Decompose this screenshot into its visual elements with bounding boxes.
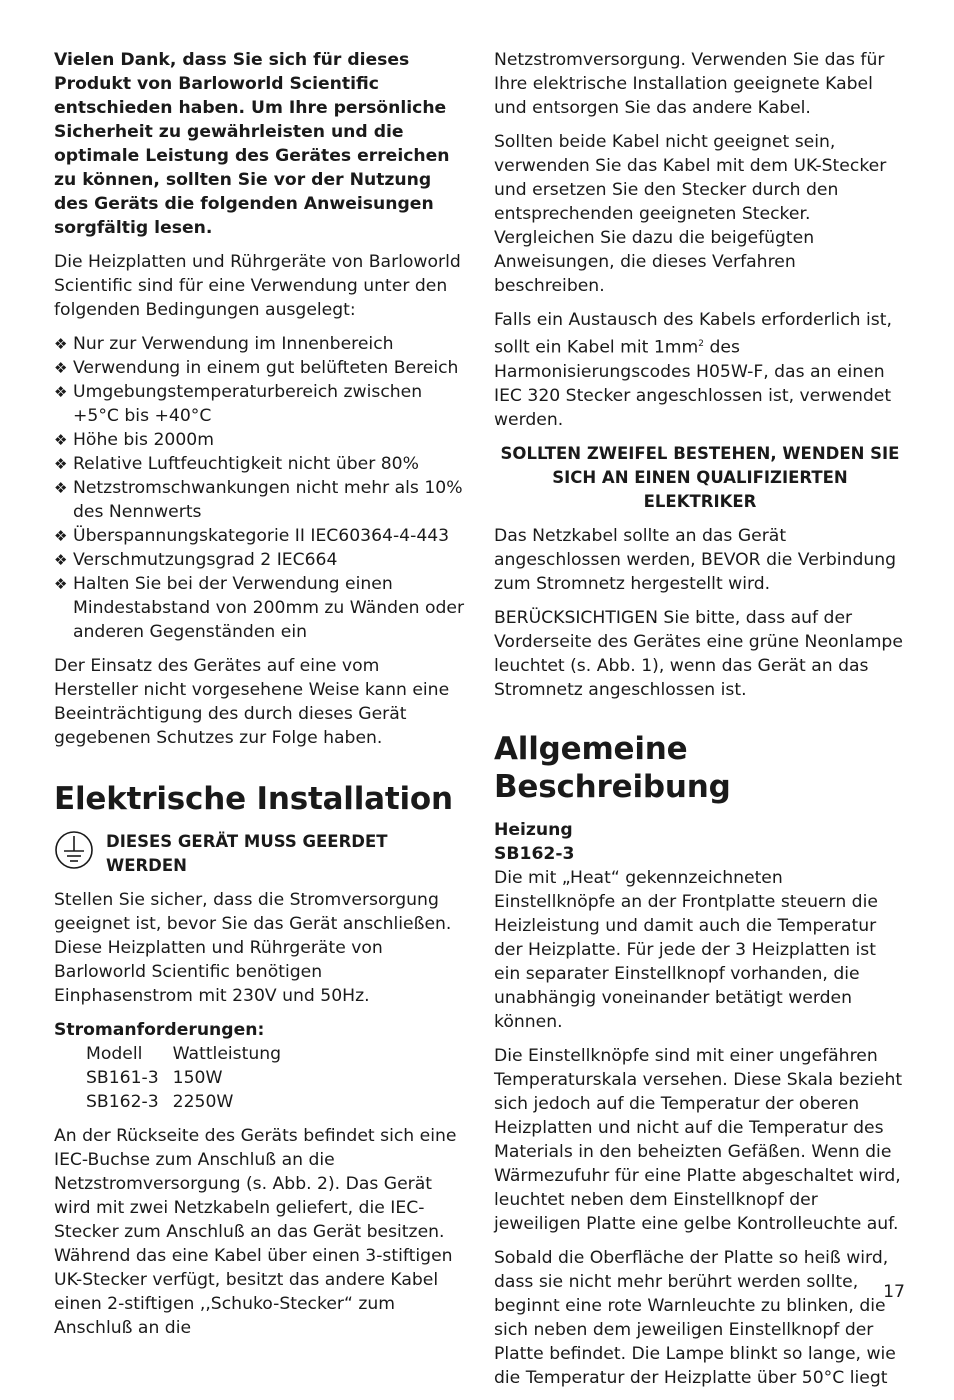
intro-paragraph: Vielen Dank, dass Sie sich für dieses Produkt von Barloworld Scientific entschieden haben. Um Ihre persönliche Sicherheit zu gewährleisten und die optimale Leistung des Gerätes erreichen zu können, sollten Sie vor der Nutzung des Geräts die folgenden Anweisungen sorgfältig lesen. [54, 50, 450, 238]
bullet-icon: ❖ [54, 551, 68, 569]
bullet-icon: ❖ [54, 383, 68, 401]
table-row [86, 1090, 295, 1114]
connect-paragraph: Das Netzkabel sollte an das Gerät angeschlossen werden, BEVOR die Verbindung zum Stromnetz hergestellt wird. [494, 525, 897, 594]
list-item: ❖ Nur zur Verwendung im Innenbereich [54, 334, 394, 354]
bullet-icon: ❖ [54, 479, 68, 497]
subheading-model: SB162-3 [494, 843, 575, 864]
list-item: ❖ Höhe bis 2000m [54, 430, 214, 450]
table-cell: 2250W [172, 1092, 234, 1112]
bullet-icon: ❖ [54, 575, 68, 593]
supply-paragraph: Stellen Sie sicher, dass die Stromversorgung geeignet ist, bevor Sie das Gerät anschließen. Diese Heizplatten und Rührgeräte von Barloworld Scientific benötigen Einphasenstrom mit 230V und 50Hz. [54, 890, 452, 1006]
heat-knobs-paragraph: Die mit „Heat“ gekennzeichneten Einstellknöpfe an der Frontplatte steuern die Heizleistung und damit auch die Temperatur der Heizplatte. Für jede der 3 Heizplatten ist ein separater Einstellknopf vorhanden, die unabhängig voneinander betätigt werden können. [494, 867, 878, 1032]
bullet-icon: ❖ [54, 527, 68, 545]
ground-warning-text: DIESES GERÄT MUSS GEERDET WERDEN [106, 832, 388, 875]
list-item: ❖ Umgebungstemperaturbereich zwischen +5°C bis +40°C [54, 382, 423, 426]
earth-ground-icon [54, 830, 94, 870]
list-item: ❖ Relative Luftfeuchtigkeit nicht über 80% [54, 454, 419, 474]
list-item: ❖ Überspannungskategorie II IEC60364-4-443 [54, 526, 450, 546]
temperature-scale-paragraph: Die Einstellknöpfe sind mit einer ungefähren Temperaturskala versehen. Diese Skala bezieht sich jedoch auf die Temperatur der oberen Heizplatten und nicht auf die Temperatur des Materials in den beheizten Gefäßen. Wenn die Wärmezufuhr für eine Platte abgeschaltet wird, leuchtet neben dem Einstellknopf der jeweiligen Platte eine gelbe Kontrolleuchte auf. [494, 1045, 903, 1234]
continuation-paragraph: Netzstromversorgung. Verwenden Sie das für Ihre elektrische Installation geeignete Kabel und entsorgen Sie das andere Kabel. [494, 50, 885, 118]
ground-warning [54, 830, 464, 878]
electrician-warning: SOLLTEN ZWEIFEL BESTEHEN, WENDEN SIE SICH AN EINEN QUALIFIZIERTEN ELEKTRIKER [500, 443, 900, 511]
right-column [494, 48, 906, 1400]
section-heading-electrical: Elektrische Installation [54, 781, 453, 817]
section-heading-description: Allgemeine Beschreibung [494, 730, 731, 805]
table-header-cell: Modell [86, 1044, 143, 1064]
table-row [86, 1066, 295, 1090]
subheading-heating: Heizung [494, 819, 573, 840]
conditions-intro: Die Heizplatten und Rührgeräte von Barloworld Scientific sind für eine Verwendung unter den folgenden Bedingungen ausgelegt: [54, 252, 461, 320]
hot-warning-paragraph: Sobald die Oberfläche der Platte so heiß wird, dass sie nicht mehr berührt werden sollte, beginnt eine rote Warnleuchte zu blinken, die sich neben dem jeweiligen Einstellknopf der Platte befindet. Die Lampe blinkt so lange, wie die Temperatur der Heizplatte über 50°C liegt [494, 1247, 896, 1388]
table-header-cell: Wattleistung [172, 1044, 282, 1064]
list-item: ❖ Netzstromschwankungen nicht mehr als 10% des Nennwerts [54, 478, 463, 522]
table-row [86, 1042, 295, 1066]
bullet-icon: ❖ [54, 335, 68, 353]
bullet-icon: ❖ [54, 431, 68, 449]
table-cell: SB161-3 [86, 1068, 159, 1088]
list-item: ❖ Verwendung in einem gut belüfteten Bereich [54, 358, 459, 378]
list-item: ❖ Verschmutzungsgrad 2 IEC664 [54, 550, 338, 570]
left-column [54, 48, 464, 1350]
page-number: 17 [883, 1282, 905, 1302]
misuse-paragraph: Der Einsatz des Gerätes auf eine vom Hersteller nicht vorgesehene Weise kann eine Beeinträchtigung des durch dieses Gerät gegebenen Schutzes zur Folge haben. [54, 656, 450, 748]
table-cell: 150W [172, 1068, 223, 1088]
conditions-list [54, 332, 464, 644]
list-item: ❖ Halten Sie bei der Verwendung einen Mindestabstand von 200mm zu Wänden oder anderen Gegenständen ein [54, 574, 465, 642]
iec-socket-paragraph: An der Rückseite des Geräts befindet sich eine IEC-Buchse zum Anschluß an die Netzstromversorgung (s. Abb. 2). Das Gerät wird mit zwei Netzkabeln geliefert, die IEC-Stecker zum Anschluß an das Gerät besitzen. Während das eine Kabel über einen 3-stiftigen UK-Stecker verfügt, besitzt das andere Kabel einen 2-stiftigen ,,Schuko-Stecker“ zum Anschluß an die [54, 1126, 457, 1338]
table-cell: SB162-3 [86, 1092, 159, 1112]
bullet-icon: ❖ [54, 455, 68, 473]
neon-lamp-paragraph: BERÜCKSICHTIGEN Sie bitte, dass auf der Vorderseite des Gerätes eine grüne Neonlampe leuchtet (s. Abb. 1), wenn das Gerät an das Stromnetz angeschlossen ist. [494, 607, 903, 700]
power-table [86, 1042, 295, 1114]
bullet-icon: ❖ [54, 359, 68, 377]
cable-replacement-paragraph: Falls ein Austausch des Kabels erforderlich ist, sollt ein Kabel mit $1mm^2$ des Harmonisierungscodes H05W-F, das an einen IEC 320 Stecker angeschlossen ist, verwendet werden. [494, 310, 892, 430]
neither-cable-paragraph: Sollten beide Kabel nicht geeignet sein, verwenden Sie das Kabel mit dem UK-Stecker und ersetzen Sie den Stecker durch den entsprechenden geeigneten Stecker. Vergleichen Sie dazu die beigefügten Anweisungen, die dieses Verfahren beschreiben. [494, 132, 887, 296]
power-requirements-label: Stromanforderungen: [54, 1020, 265, 1040]
